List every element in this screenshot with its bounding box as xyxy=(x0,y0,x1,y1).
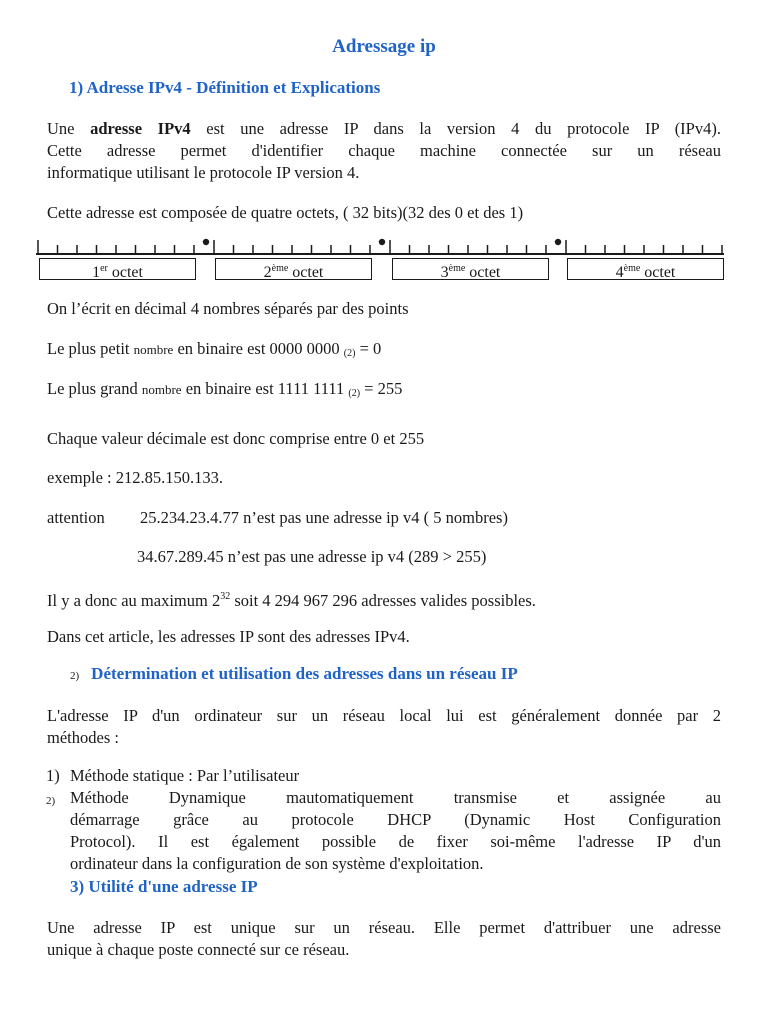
list-item-line: ordinateur dans la configuration de son système d'exploitation. xyxy=(70,854,484,873)
section2-heading xyxy=(70,664,518,684)
para1-line1 xyxy=(47,118,721,140)
intro-line1: L'adresse IP d'un ordinateur sur un réseau local lui est généralement donnée par 2 xyxy=(47,706,721,725)
section3-line1: Une adresse IP est unique sur un réseau. Elle permet d'attribuer une adresse xyxy=(47,918,721,937)
bit-ruler xyxy=(36,236,724,260)
max-addresses-line: Il y a donc au maximum $2^{32}$ soit 4 294 967 296 adresses valides possibles. xyxy=(47,591,536,610)
para1-line3: informatique utilisant le protocole IP version 4. xyxy=(47,163,360,182)
min-value-line: Le plus petit nombre en binaire est 0000 0000 $_{(2)}$ = 0 xyxy=(47,339,382,359)
methods-list xyxy=(46,765,721,875)
article-line: Dans cet article, les adresses IP sont des adresses IPv4. xyxy=(47,627,410,646)
decimal-line: On l’écrit en décimal 4 nombres séparés par des points xyxy=(47,299,409,318)
section3-line2: unique à chaque poste connecté sur ce réseau. xyxy=(47,940,350,959)
example-line: exemple : 212.85.150.133. xyxy=(47,468,223,487)
attention-example-2: 34.67.289.45 n’est pas une adresse ip v4 (289 > 255) xyxy=(137,547,487,566)
max-value-line: Le plus grand nombre en binaire est 1111 1111 $_{(2)}$ = 255 xyxy=(47,379,403,399)
attention-label: attention xyxy=(47,508,105,527)
section1-para1 xyxy=(47,118,721,184)
attention-example-1: 25.234.23.4.77 n’est pas une adresse ip v4 ( 5 nombres) xyxy=(140,508,508,527)
range-line: Chaque valeur décimale est donc comprise entre 0 et 255 xyxy=(47,429,425,448)
section3-heading: 3) Utilité d'une adresse IP xyxy=(70,877,258,896)
list-item-line: Méthode Dynamique mautomatiquement transmise et assignée au xyxy=(70,788,721,807)
para1-bold-term: adresse IPv4 xyxy=(90,119,191,138)
octet-diagram xyxy=(36,236,724,282)
list-item-line: démarrage grâce au protocole DHCP (Dynamic Host Configuration xyxy=(70,810,721,829)
list-item-number: 1) xyxy=(46,766,60,785)
octet-box-2: 2ème octet xyxy=(215,258,372,280)
section2-intro xyxy=(47,705,721,749)
section3-para xyxy=(47,917,721,961)
para1-prefix: Une xyxy=(47,119,91,138)
list-item xyxy=(46,787,721,875)
octet-box-3: 3ème octet xyxy=(392,258,549,280)
intro-line2: méthodes : xyxy=(47,728,119,747)
list-item-line: Protocol). Il est également possible de fixer soi-même l'adresse IP d'un xyxy=(70,832,721,851)
section2-number: 2) xyxy=(70,670,80,682)
document-title: Adressage ip xyxy=(332,36,436,57)
para1-line1-rest: est une adresse IP dans la version 4 du protocole IP (IPv4). xyxy=(190,119,721,138)
section2-heading-text: Détermination et utilisation des adresses dans un réseau IP xyxy=(91,664,518,683)
octet-box-1: 1er octet xyxy=(39,258,196,280)
list-item-text: Méthode statique : Par l’utilisateur xyxy=(70,766,300,785)
list-item xyxy=(46,765,721,787)
list-item-number: 2) xyxy=(46,795,56,807)
para1-line2: Cette adresse permet d'identifier chaque machine connectée sur un réseau xyxy=(47,141,721,160)
section1-heading: 1) Adresse IPv4 - Définition et Explications xyxy=(69,78,381,97)
composition-line: Cette adresse est composée de quatre octets, ( 32 bits)(32 des 0 et des 1) xyxy=(47,203,524,222)
octet-box-4: 4ème octet xyxy=(567,258,724,280)
